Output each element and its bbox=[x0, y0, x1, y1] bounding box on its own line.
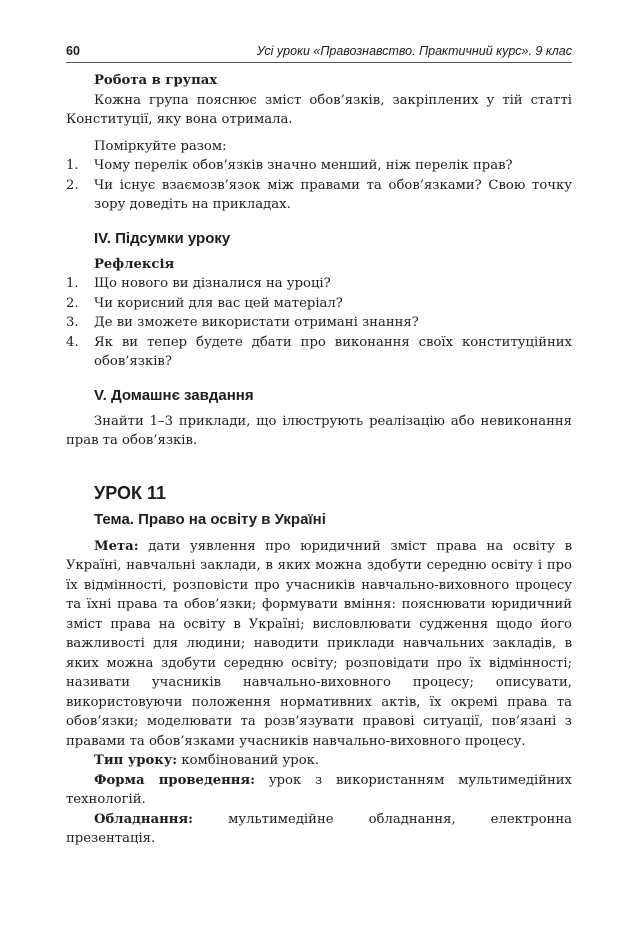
group-work-text: Кожна група пояснює зміст обов’язків, закріплених у тій статті Конституції, яку вона отримала. bbox=[66, 92, 572, 127]
list-item: 1. Що нового ви дізналися на уроці? bbox=[66, 276, 331, 291]
think-title: Поміркуйте разом: bbox=[94, 138, 227, 154]
list-item: 2. Чи корисний для вас цей матеріал? bbox=[66, 295, 343, 311]
lesson-form bbox=[66, 771, 572, 810]
lesson-goal bbox=[66, 537, 572, 752]
list-item: 2. Чи існує взаємозв’язок між правами та обов’язками? Свою точку зору доведіть на прикладах. bbox=[66, 177, 572, 212]
think-list bbox=[66, 156, 572, 215]
list-item: 3. Де ви зможете використати отримані знання? bbox=[66, 315, 419, 330]
equipment-text: мультимедійне обладнання, електронна презентація. bbox=[66, 811, 572, 846]
goal-label: Мета: bbox=[94, 538, 139, 554]
book-page bbox=[66, 44, 572, 849]
lesson-equipment bbox=[66, 810, 572, 849]
homework-text: Знайти 1–3 приклади, що ілюструють реалізацію або невиконання прав та обов’язків. bbox=[66, 413, 572, 448]
reflection-list bbox=[66, 274, 572, 372]
summary-heading: IV. Підсумки уроку bbox=[94, 229, 231, 247]
type-label: Тип уроку: bbox=[94, 753, 178, 768]
page-number: 60 bbox=[66, 44, 80, 58]
list-item: 1. Чому перелік обов’язків значно менший, ніж перелік прав? bbox=[66, 158, 513, 173]
page-header bbox=[66, 44, 572, 63]
form-text: урок з використанням мультимедійних технологій. bbox=[66, 772, 572, 807]
homework-heading: V. Домашнє завдання bbox=[94, 386, 254, 404]
group-work-title: Робота в групах bbox=[94, 73, 218, 88]
lesson-section bbox=[66, 481, 572, 849]
form-label: Форма проведення: bbox=[94, 772, 256, 788]
think-section bbox=[66, 137, 572, 215]
homework-section bbox=[66, 386, 572, 451]
lesson-topic: Тема. Право на освіту в Україні bbox=[94, 510, 326, 528]
lesson-type bbox=[66, 751, 572, 771]
summary-section bbox=[66, 229, 572, 372]
lesson-title: УРОК 11 bbox=[94, 482, 166, 503]
reflection-title: Рефлексія bbox=[94, 256, 175, 272]
goal-text: дати уявлення про юридичний зміст права на освіту в Україні, навчальні заклади, в яких можна здобути середню освіту і про їх відмінності, розповісти про учасників навчально-виховного процесу та їхні права та обов’язки; формувати вміння: пояснювати юридичний зміст права на освіту в Україні; висловлювати судження щодо його важливості для людини; наводити приклади навчальних закладів, в яких можна здобути середню освіту; розповідати про їх відмінності; називати учасників навчально-виховного процесу; описувати, використовуючи положення нормативних актів, їх окремі права та обов’язки; моделювати та розв’язувати правові ситуації, пов’язані з правами та обов’язками учасників навчально-виховного процесу. bbox=[66, 538, 572, 749]
list-item: 4. Як ви тепер будете дбати про виконання своїх конституційних обов’язків? bbox=[66, 334, 572, 369]
running-title: Усі уроки «Правознавство. Практичний курс». 9 клас bbox=[256, 44, 572, 58]
equipment-label: Обладнання: bbox=[94, 811, 194, 827]
type-text: комбінований урок. bbox=[177, 753, 320, 768]
group-work-section bbox=[66, 71, 572, 130]
